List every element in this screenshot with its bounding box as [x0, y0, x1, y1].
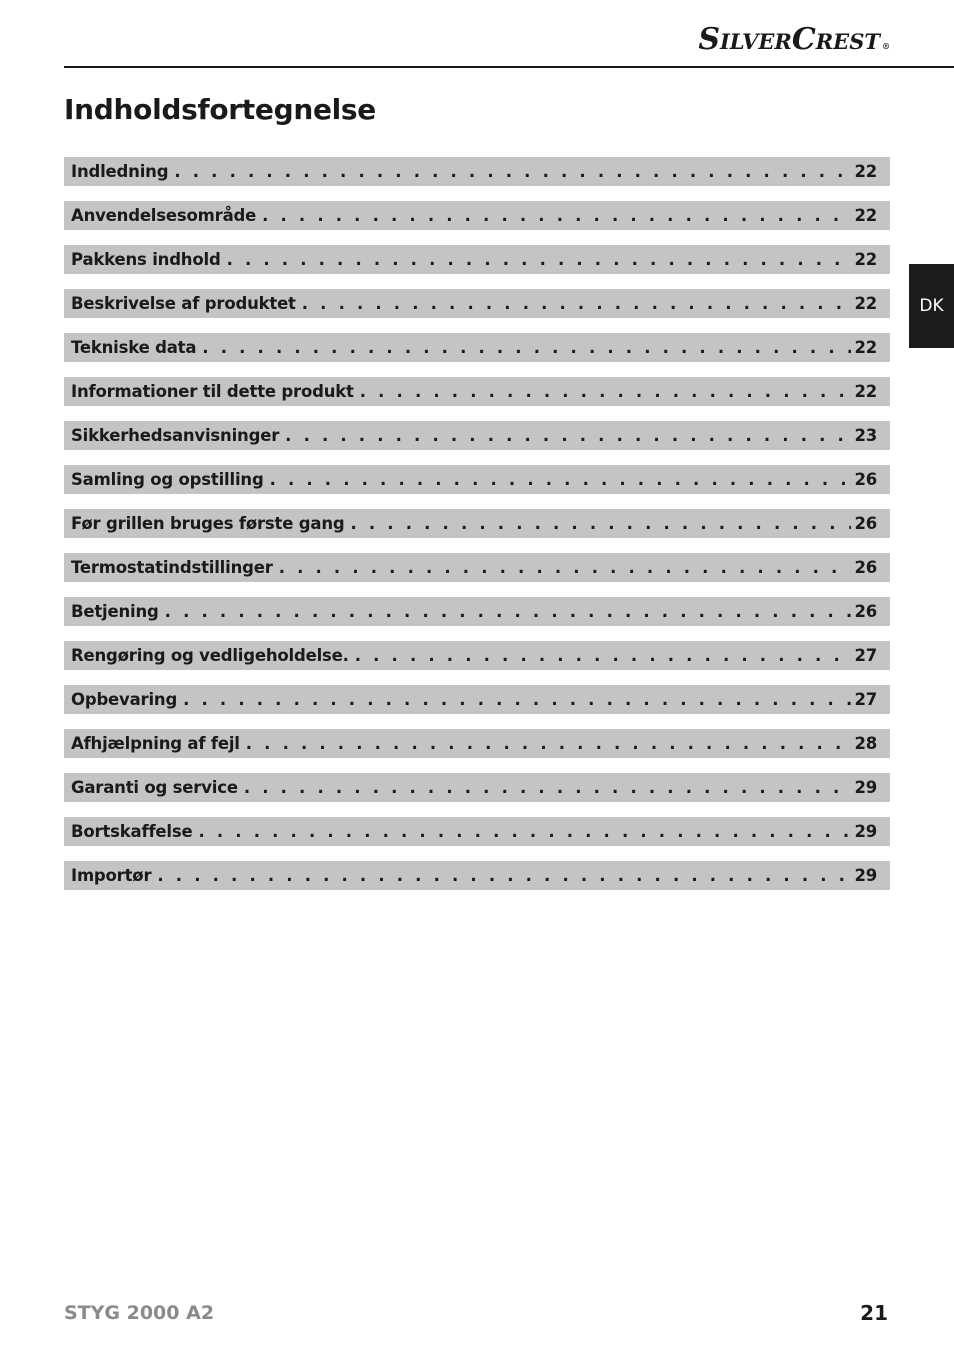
toc-entry-label: Sikkerhedsanvisninger [71, 426, 280, 445]
toc-entry-page: 22 [854, 162, 877, 181]
toc-entry-page: 26 [854, 470, 877, 489]
toc-entry[interactable] [64, 685, 890, 714]
toc-entry-page: 23 [854, 426, 877, 445]
footer-page-number: 21 [860, 1301, 888, 1325]
toc-entry-page: 27 [854, 646, 877, 665]
toc-entry-label: Samling og opstilling [71, 470, 264, 489]
toc-leader-dots [174, 162, 851, 181]
toc-entry-page: 22 [854, 382, 877, 401]
toc-entry[interactable] [64, 861, 890, 890]
toc-entry-page: 22 [854, 206, 877, 225]
language-tab-label: DK [919, 296, 944, 316]
toc-entry[interactable] [64, 201, 890, 230]
toc-entry-page: 22 [854, 250, 877, 269]
toc-leader-dots [270, 470, 852, 489]
toc-entry[interactable] [64, 817, 890, 846]
brand-letters-ilver: ILVER [719, 29, 792, 54]
toc-entry-label: Termostatindstillinger [71, 558, 273, 577]
toc-entry[interactable] [64, 465, 890, 494]
toc-entry[interactable] [64, 641, 890, 670]
toc-leader-dots [165, 602, 852, 621]
toc-entry[interactable] [64, 157, 890, 186]
toc-entry-label: Beskrivelse af produktet [71, 294, 296, 313]
toc-entry[interactable] [64, 553, 890, 582]
toc-entry[interactable] [64, 729, 890, 758]
toc-leader-dots [157, 866, 851, 885]
toc-entry-page: 26 [854, 558, 877, 577]
toc-entry-label: Rengøring og vedligeholdelse. [71, 646, 349, 665]
toc-entry[interactable] [64, 421, 890, 450]
toc-leader-dots [360, 382, 852, 401]
toc-entry-label: Bortskaffelse [71, 822, 193, 841]
toc-leader-dots [302, 294, 852, 313]
toc-entry[interactable] [64, 245, 890, 274]
toc-entry-label: Anvendelsesområde [71, 206, 257, 225]
toc-leader-dots [227, 250, 852, 269]
page-title: Indholdsfortegnelse [64, 93, 376, 126]
toc-entry[interactable] [64, 597, 890, 626]
header-divider [64, 66, 954, 68]
toc-entry-label: Afhjælpning af fejl [71, 734, 240, 753]
toc-entry-page: 27 [854, 690, 877, 709]
toc-entry[interactable] [64, 773, 890, 802]
brand-logo [698, 22, 890, 60]
toc-leader-dots [262, 206, 851, 225]
toc-entry-label: Indledning [71, 162, 169, 181]
toc-leader-dots [279, 558, 852, 577]
footer-model-number: STYG 2000 A2 [64, 1302, 215, 1324]
toc-leader-dots [183, 690, 851, 709]
toc-entry-page: 29 [854, 866, 877, 885]
brand-letters-rest: REST [815, 29, 880, 54]
toc-entry-page: 28 [854, 734, 877, 753]
toc-entry-label: Før grillen bruges første gang [71, 514, 345, 533]
toc-leader-dots [355, 646, 852, 665]
toc-entry-label: Tekniske data [71, 338, 197, 357]
toc-entry-label: Garanti og service [71, 778, 238, 797]
toc-entry[interactable] [64, 377, 890, 406]
toc-leader-dots [198, 822, 851, 841]
toc-entry-label: Betjening [71, 602, 159, 621]
toc-entry-label: Opbevaring [71, 690, 178, 709]
language-tab [909, 264, 954, 348]
toc-entry-page: 22 [854, 338, 877, 357]
toc-entry-label: Pakkens indhold [71, 250, 221, 269]
brand-letter-c: C [791, 22, 816, 57]
toc-leader-dots [244, 778, 852, 797]
toc-entry[interactable] [64, 289, 890, 318]
registered-mark: ® [882, 41, 890, 51]
toc-entry-page: 26 [854, 602, 877, 621]
toc-leader-dots [246, 734, 852, 753]
brand-letter-s: S [698, 22, 720, 57]
toc-leader-dots [202, 338, 851, 357]
toc-entry-page: 26 [854, 514, 877, 533]
toc-entry-page: 22 [854, 294, 877, 313]
toc-entry-label: Importør [71, 866, 152, 885]
toc-entry[interactable] [64, 509, 890, 538]
toc-entry-page: 29 [854, 822, 877, 841]
table-of-contents [64, 157, 890, 905]
toc-leader-dots [350, 514, 851, 533]
toc-leader-dots [285, 426, 851, 445]
toc-entry-page: 29 [854, 778, 877, 797]
toc-entry-label: Informationer til dette produkt [71, 382, 354, 401]
toc-entry[interactable] [64, 333, 890, 362]
